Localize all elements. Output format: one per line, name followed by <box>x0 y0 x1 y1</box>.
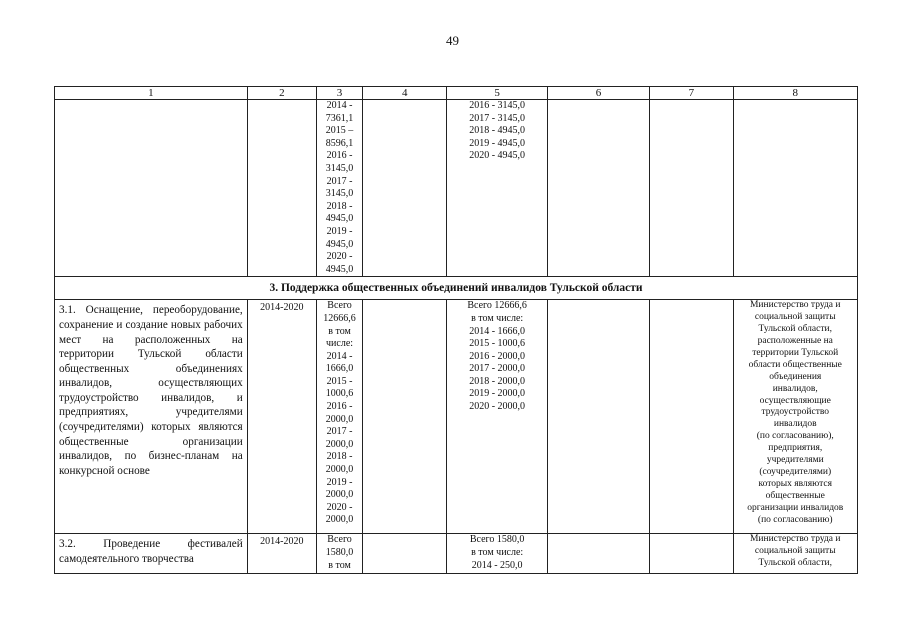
cont-cell-6 <box>547 100 649 277</box>
continuation-row <box>55 100 858 277</box>
cont-cell-5: 2016 - 3145,0 2017 - 3145,0 2018 - 4945,0 2019 - 4945,0 2020 - 4945,0 <box>447 100 547 277</box>
header-col-5: 5 <box>447 87 547 100</box>
cont-cell-8 <box>733 100 858 277</box>
row-3-2-name: 3.2. Проведение фестивалей самодеятельного творчества <box>55 534 248 574</box>
cont-cell-1 <box>55 100 248 277</box>
row-3-2-col4 <box>363 534 447 574</box>
row-3-1-col8: Министерство труда и социальной защиты Тульской области, расположенные на территории Тульской области общественные объединения инвалидов, осуществляющие трудоустройство инвалидов (по согласованию), предприятия, учредителями (соучредителями) которых являются общественные организации инвалидов (по согласованию) <box>733 300 858 534</box>
header-col-8: 8 <box>733 87 858 100</box>
row-3-1 <box>55 300 858 534</box>
section-title: 3. Поддержка общественных объединений инвалидов Тульской области <box>55 277 858 300</box>
section-row <box>55 277 858 300</box>
row-3-1-col3: Всего 12666,6 в том числе: 2014 - 1666,0 2015 - 1000,6 2016 - 2000,0 2017 - 2000,0 2018 - 2000,0 2019 - 2000,0 2020 - 2000,0 <box>316 300 362 534</box>
header-col-4: 4 <box>363 87 447 100</box>
header-col-7: 7 <box>650 87 733 100</box>
header-row <box>55 87 858 100</box>
row-3-1-col5: Всего 12666,6 в том числе: 2014 - 1666,0 2015 - 1000,6 2016 - 2000,0 2017 - 2000,0 2018 - 2000,0 2019 - 2000,0 2020 - 2000,0 <box>447 300 547 534</box>
cont-cell-4 <box>363 100 447 277</box>
row-3-1-period: 2014-2020 <box>247 300 316 534</box>
page-number: 49 <box>446 33 459 48</box>
header-col-2: 2 <box>247 87 316 100</box>
header-col-3: 3 <box>316 87 362 100</box>
cont-cell-7 <box>650 100 733 277</box>
header-col-1: 1 <box>55 87 248 100</box>
row-3-2-col8: Министерство труда и социальной защиты Тульской области, <box>733 534 858 574</box>
row-3-1-name: 3.1. Оснащение, переоборудование, сохранение и создание новых рабочих мест на расположенных на территории Тульской области общественных объединениях инвалидов, осуществляющих трудоустройство инвалидов, и предприятиях, учредителями (соучредителями) которых являются общественные организации инвалидов, по бизнес-планам на конкурсной основе <box>55 300 248 534</box>
header-col-6: 6 <box>547 87 649 100</box>
row-3-2-col6 <box>547 534 649 574</box>
row-3-1-col4 <box>363 300 447 534</box>
row-3-1-col7 <box>650 300 733 534</box>
row-3-2 <box>55 534 858 574</box>
program-table <box>54 86 858 574</box>
row-3-1-col6 <box>547 300 649 534</box>
cont-cell-2 <box>247 100 316 277</box>
row-3-2-col7 <box>650 534 733 574</box>
row-3-2-col5: Всего 1580,0 в том числе: 2014 - 250,0 <box>447 534 547 574</box>
cont-cell-3: 2014 - 7361,1 2015 – 8596,1 2016 - 3145,0 2017 - 3145,0 2018 - 4945,0 2019 - 4945,0 2020 - 4945,0 <box>316 100 362 277</box>
row-3-2-col3: Всего 1580,0 в том <box>316 534 362 574</box>
row-3-2-period: 2014-2020 <box>247 534 316 574</box>
